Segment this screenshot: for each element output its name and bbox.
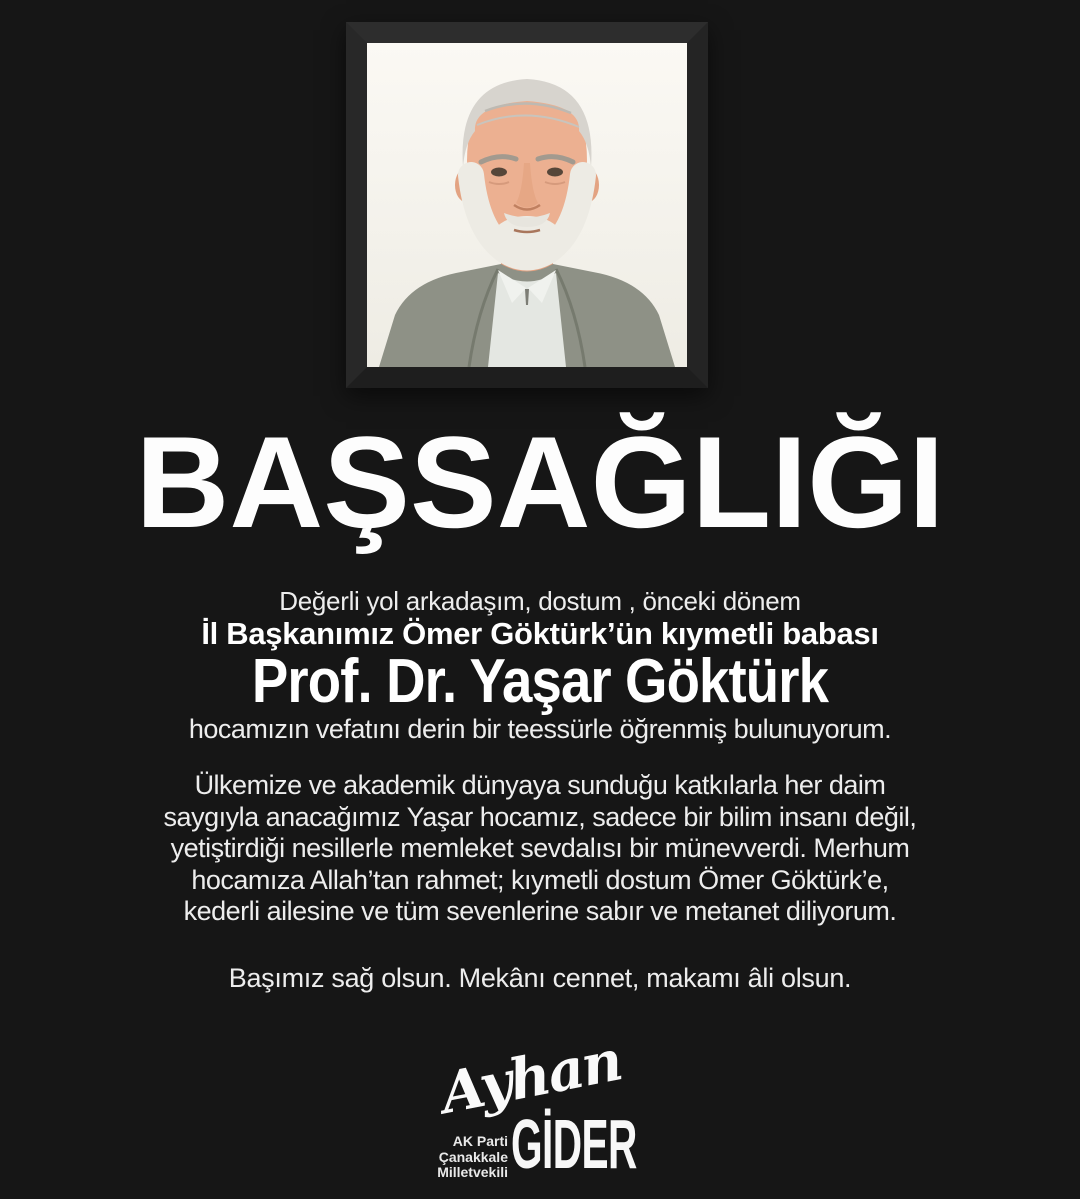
- credential-line: Çanakkale: [438, 1148, 508, 1165]
- intro-line-1: Değerli yol arkadaşım, dostum , önceki dönem: [279, 586, 801, 616]
- paragraph-line: Ülkemize ve akademik dünyaya sunduğu katkılarla her daim: [194, 770, 886, 800]
- paragraph-line: saygıyla anacağımız Yaşar hocamız, sadece bir bilim insanı değil,: [163, 801, 917, 832]
- condolence-paragraph: [0, 770, 1080, 928]
- intro-line-3: hocamızın vefatını derin bir teessürle öğrenmiş bulunuyorum.: [188, 714, 892, 744]
- intro-line-2: İl Başkanımız Ömer Göktürk’ün kıymetli babası: [201, 616, 879, 651]
- signature-block: [0, 1027, 1080, 1193]
- poster-title: BAŞSAĞLIĞI: [135, 409, 945, 555]
- paragraph-line: kederli ailesine ve tüm sevenlerine sabır ve metanet diliyorum.: [183, 896, 897, 926]
- portrait-photo-frame: [346, 22, 708, 388]
- signature-first-name: Ayhan: [435, 1027, 627, 1127]
- deceased-name: Prof. Dr. Yaşar Göktürk: [251, 647, 829, 716]
- signature-credentials: [378, 1134, 508, 1181]
- credential-line: AK Parti: [452, 1133, 508, 1149]
- paragraph-line: yetiştirdiği nesillerle memleket sevdalısı bir münevverdi. Merhum: [170, 833, 910, 863]
- portrait-photo: [367, 43, 687, 367]
- paragraph-line: hocamıza Allah’tan rahmet; kıymetli dostum Ömer Göktürk’e,: [191, 864, 889, 895]
- signature-last-name: GİDER: [511, 1105, 637, 1183]
- credential-line: Milletvekili: [437, 1164, 508, 1180]
- signature-inner: [435, 1027, 640, 1193]
- closing-line: Başımız sağ olsun. Mekânı cennet, makamı âli olsun.: [228, 963, 852, 993]
